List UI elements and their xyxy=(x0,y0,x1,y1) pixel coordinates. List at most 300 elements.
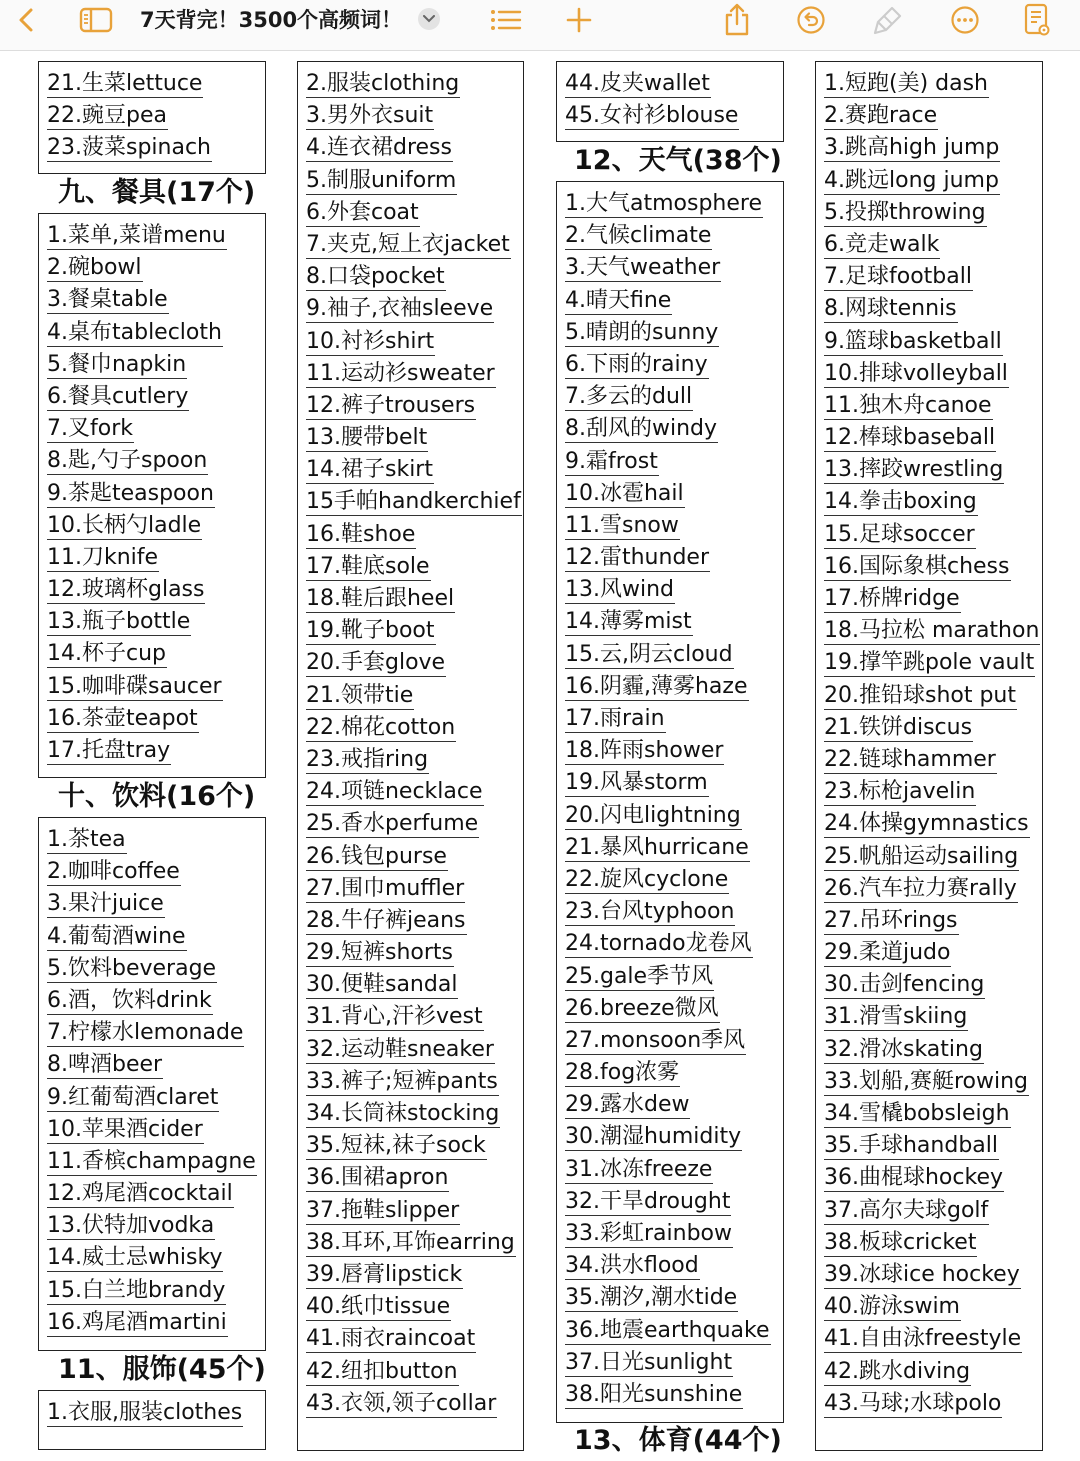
vocab-text: 30.便鞋sandal xyxy=(306,972,458,998)
vocab-item xyxy=(824,1227,1042,1259)
vocab-item xyxy=(824,1034,1042,1066)
vocab-item xyxy=(565,1154,783,1186)
sidebar-icon[interactable] xyxy=(76,0,116,40)
vocab-item xyxy=(47,220,265,252)
vocab-text: 17.雨rain xyxy=(565,706,665,731)
vocab-text: 13.腰带belt xyxy=(306,425,428,451)
vocab-text: 40.游泳swim xyxy=(824,1294,960,1320)
vocab-item xyxy=(565,100,783,132)
back-icon[interactable] xyxy=(10,0,42,40)
vocab-item xyxy=(47,606,265,638)
word-list xyxy=(565,68,783,132)
vocab-text: 30.潮湿humidity xyxy=(565,1124,742,1150)
vocab-item xyxy=(47,856,265,888)
vocab-text: 22.旋风cyclone xyxy=(565,866,729,892)
vocab-text: 37.高尔夫球golf xyxy=(824,1197,989,1223)
vocab-text: 5.餐巾napkin xyxy=(47,351,187,377)
section-heading-sports: 13、体育(44个) xyxy=(574,1425,782,1456)
vocab-item xyxy=(306,712,523,744)
vocab-text: 32.运动鞋sneaker xyxy=(306,1036,494,1062)
word-list xyxy=(824,68,1042,1420)
vocab-item xyxy=(47,132,265,164)
undo-icon[interactable] xyxy=(794,0,828,40)
vocab-text: 36.围裙apron xyxy=(306,1165,449,1191)
vocab-text: 34.洪水flood xyxy=(565,1253,699,1279)
vocab-text: 21.暴风hurricane xyxy=(565,834,749,860)
vocab-text: 18.阵雨shower xyxy=(565,738,724,764)
vocab-text: 35.短袜,袜子sock xyxy=(306,1133,486,1159)
vocab-text: 5.饮料beverage xyxy=(47,955,217,981)
vocab-item xyxy=(306,551,523,583)
vocab-text: 6.酒，饮料drink xyxy=(47,987,212,1013)
vocab-text: 22.棉花cotton xyxy=(306,714,456,740)
vocab-text: 26.breeze微风 xyxy=(565,995,719,1021)
plus-icon[interactable] xyxy=(562,0,596,40)
vocab-text: 5.制服uniform xyxy=(306,167,457,193)
word-list xyxy=(306,68,523,1420)
vocab-text: 31.冰冻freeze xyxy=(565,1156,713,1182)
vocab-item xyxy=(565,446,783,478)
vocab-item xyxy=(824,229,1042,261)
vocab-item xyxy=(47,381,265,413)
vocab-text: 33.划船,赛艇rowing xyxy=(824,1068,1029,1094)
vocab-text: 33.彩虹rainbow xyxy=(565,1221,732,1246)
vocab-text: 28.fog浓雾 xyxy=(565,1060,680,1086)
vocab-text: 16.国际象棋chess xyxy=(824,553,1010,579)
vocab-item xyxy=(47,1049,265,1081)
vocab-item xyxy=(824,1259,1042,1291)
vocab-text: 24.项链necklace xyxy=(306,779,483,805)
vocab-text: 3.餐桌table xyxy=(47,287,168,313)
vocab-text: 15.云,阴云cloud xyxy=(565,641,733,667)
vocab-item xyxy=(306,1388,523,1420)
vocab-text: 5.晴朗的sunny xyxy=(565,319,719,345)
vocab-text: 36.地震earthquake xyxy=(565,1317,770,1343)
vocab-item xyxy=(306,1323,523,1355)
vocab-item xyxy=(47,349,265,381)
vocab-item xyxy=(824,358,1042,390)
vocab-text: 1.短跑(美) dash xyxy=(824,71,989,96)
toolbar xyxy=(0,0,1080,51)
section-heading-drinks: 十、饮料(16个) xyxy=(58,781,256,812)
vocab-item xyxy=(306,68,523,100)
vocab-item xyxy=(306,1098,523,1130)
vocab-text: 43.马球;水球polo xyxy=(824,1390,1002,1416)
vocab-text: 39.唇膏lipstick xyxy=(306,1261,463,1287)
vocab-item xyxy=(824,1001,1042,1033)
vocab-item xyxy=(47,888,265,920)
vocab-text: 7.足球football xyxy=(824,264,972,290)
vocab-item xyxy=(824,132,1042,164)
vocab-item xyxy=(306,905,523,937)
vocab-text: 7.叉fork xyxy=(47,416,133,442)
vocab-text: 2.赛跑race xyxy=(824,103,938,129)
vocab-text: 27.吊环rings xyxy=(824,907,958,933)
vocab-item xyxy=(824,519,1042,551)
vocab-text: 31.滑雪skiing xyxy=(824,1004,968,1030)
vocab-item xyxy=(306,647,523,679)
word-list xyxy=(47,1397,265,1429)
vocab-text: 17.鞋底sole xyxy=(306,553,430,579)
share-icon[interactable] xyxy=(720,0,754,40)
vocab-item xyxy=(824,873,1042,905)
vocab-item xyxy=(565,1315,783,1347)
vocab-item xyxy=(824,1195,1042,1227)
vocab-item xyxy=(565,1379,783,1411)
vocab-item xyxy=(306,390,523,422)
vocab-text: 23.台风typhoon xyxy=(565,899,735,925)
vocab-text: 14.拳击boxing xyxy=(824,489,977,515)
section-heading-weather: 12、天气(38个) xyxy=(574,145,782,176)
vocab-item xyxy=(565,68,783,100)
vocab-text: 3.果汁juice xyxy=(47,891,164,917)
vocab-item xyxy=(565,1057,783,1089)
vocab-item xyxy=(565,832,783,864)
vocab-text: 1.茶tea xyxy=(47,827,126,852)
markup-icon[interactable] xyxy=(870,0,906,40)
vocab-item xyxy=(306,1034,523,1066)
vocab-item xyxy=(306,132,523,164)
vocab-item xyxy=(565,413,783,445)
vocab-text: 34.雪橇bobsleigh xyxy=(824,1101,1010,1126)
vocab-item xyxy=(47,317,265,349)
vocab-item xyxy=(47,953,265,985)
vocab-item xyxy=(47,413,265,445)
vocab-text: 10.长柄勺ladle xyxy=(47,512,202,538)
vocab-item xyxy=(565,317,783,349)
vocab-item xyxy=(306,326,523,358)
vocab-text: 25.香水perfume xyxy=(306,811,479,837)
vocab-item xyxy=(824,261,1042,293)
vocab-item xyxy=(824,1356,1042,1388)
vocab-text: 12.鸡尾酒cocktail xyxy=(47,1181,233,1207)
vocab-item xyxy=(824,1291,1042,1323)
vocab-item xyxy=(824,841,1042,873)
vocab-text: 22.链球hammer xyxy=(824,746,996,772)
vocab-item xyxy=(306,1291,523,1323)
vocab-item xyxy=(306,1162,523,1194)
vocab-item xyxy=(565,285,783,317)
document-title[interactable]: 7天背完！3500个高频词！ xyxy=(140,8,403,32)
vocab-text: 6.餐具cutlery xyxy=(47,383,189,409)
vocab-text: 9.袖子,衣袖sleeve xyxy=(306,296,494,322)
vocab-text: 29.露水dew xyxy=(565,1092,690,1118)
vocab-item xyxy=(824,1098,1042,1130)
vocab-text: 9.霜frost xyxy=(565,448,658,474)
vocab-item xyxy=(306,744,523,776)
vocab-item xyxy=(565,542,783,574)
vocab-text: 19.撑竿跳pole vault xyxy=(824,650,1035,676)
vocab-item xyxy=(47,824,265,856)
vocab-text: 10.冰雹hail xyxy=(565,480,684,506)
vocab-item xyxy=(306,1195,523,1227)
vocab-item xyxy=(47,921,265,953)
vocab-text: 38.阳光sunshine xyxy=(565,1381,743,1407)
vocab-text: 16.鞋shoe xyxy=(306,521,416,547)
word-box-sports xyxy=(815,61,1043,1451)
vocab-item xyxy=(47,1397,265,1429)
vocab-text: 14.杯子cup xyxy=(47,641,166,667)
vocab-text: 32.滑冰skating xyxy=(824,1036,983,1062)
vocab-item xyxy=(824,390,1042,422)
word-box-drinks xyxy=(38,817,266,1351)
vocab-item xyxy=(824,905,1042,937)
word-list xyxy=(565,188,783,1411)
vocab-item xyxy=(47,542,265,574)
vocab-item xyxy=(306,969,523,1001)
vocab-item xyxy=(306,229,523,261)
vocab-text: 24.tornado龙卷风 xyxy=(565,931,752,957)
vocab-item xyxy=(565,1218,783,1250)
vocab-text: 4.葡萄酒wine xyxy=(47,923,186,949)
chevron-down-icon[interactable] xyxy=(418,8,440,30)
vocab-text: 7.夹克,短上衣jacket xyxy=(306,231,510,257)
vocab-item xyxy=(47,1082,265,1114)
vocab-text: 18.马拉松 marathon xyxy=(824,618,1040,644)
vocab-item xyxy=(47,252,265,284)
vocab-item xyxy=(824,1323,1042,1355)
vocab-text: 30.击剑fencing xyxy=(824,972,985,998)
vocab-text: 45.女衬衫blouse xyxy=(565,103,739,129)
vocab-text: 13.摔跤wrestling xyxy=(824,457,1004,483)
vocab-text: 11.运动衫sweater xyxy=(306,360,495,386)
vocab-text: 35.手球handball xyxy=(824,1133,998,1159)
vocab-text: 6.外套coat xyxy=(306,199,419,225)
vocab-text: 14.威士忌whisky xyxy=(47,1245,223,1271)
vocab-item xyxy=(47,1210,265,1242)
vocab-text: 25.gale季节风 xyxy=(565,963,714,989)
vocab-item xyxy=(824,100,1042,132)
vocab-item xyxy=(565,671,783,703)
vocab-text: 11.独木舟canoe xyxy=(824,392,992,418)
vocab-text: 34.长筒袜stocking xyxy=(306,1101,500,1126)
vocab-item xyxy=(306,261,523,293)
vocab-item xyxy=(47,1307,265,1339)
vocab-item xyxy=(306,454,523,486)
vocab-item xyxy=(565,478,783,510)
vocab-item xyxy=(306,583,523,615)
vocab-text: 18.鞋后跟heel xyxy=(306,586,455,611)
vocab-text: 6.竞走walk xyxy=(824,231,940,257)
vocab-text: 3.天气weather xyxy=(565,255,721,281)
vocab-item xyxy=(565,1186,783,1218)
vocab-item xyxy=(306,1227,523,1259)
vocab-text: 1.菜单,菜谱menu xyxy=(47,223,226,248)
vocab-item xyxy=(824,454,1042,486)
vocab-item xyxy=(47,1178,265,1210)
vocab-item xyxy=(824,293,1042,325)
vocab-text: 25.帆船运动sailing xyxy=(824,843,1019,869)
vocab-text: 11.香槟champagne xyxy=(47,1148,256,1174)
vocab-item xyxy=(306,1130,523,1162)
vocab-text: 10.衬衫shirt xyxy=(306,328,435,354)
word-list xyxy=(47,220,265,767)
vocab-item xyxy=(824,1388,1042,1420)
vocab-item xyxy=(306,197,523,229)
vocab-text: 8.网球tennis xyxy=(824,296,957,322)
vocab-text: 23.菠菜spinach xyxy=(47,135,211,161)
vocab-text: 38.板球cricket xyxy=(824,1229,977,1255)
vocab-text: 5.投掷throwing xyxy=(824,199,986,225)
vocab-text: 8.刮风的windy xyxy=(565,416,718,442)
vocab-text: 14.薄雾mist xyxy=(565,609,692,635)
word-box-vegetables-end xyxy=(38,61,266,174)
vocab-item xyxy=(47,100,265,132)
vocab-item xyxy=(47,985,265,1017)
vocab-text: 9.茶匙teaspoon xyxy=(47,480,214,506)
note-icon[interactable] xyxy=(1020,0,1054,40)
vocab-text: 19.靴子boot xyxy=(306,618,435,644)
vocab-text: 4.桌布tablecloth xyxy=(47,319,222,345)
word-box-clothing xyxy=(297,61,524,1451)
vocab-item xyxy=(824,1130,1042,1162)
vocab-item xyxy=(306,1356,523,1388)
vocab-text: 7.多云的dull xyxy=(565,384,693,410)
vocab-item xyxy=(824,583,1042,615)
vocab-text: 20.闪电lightning xyxy=(565,802,741,828)
vocab-text: 13.瓶子bottle xyxy=(47,609,191,635)
vocab-text: 21.铁饼discus xyxy=(824,714,973,740)
vocab-item xyxy=(47,445,265,477)
word-list xyxy=(47,824,265,1339)
vocab-text: 37.拖鞋slipper xyxy=(306,1197,460,1223)
vocab-text: 3.跳高high jump xyxy=(824,135,1000,161)
vocab-text: 19.风暴storm xyxy=(565,770,708,796)
vocab-item xyxy=(565,703,783,735)
vocab-item xyxy=(824,486,1042,518)
vocab-item xyxy=(47,68,265,100)
word-list xyxy=(47,68,265,165)
vocab-item xyxy=(306,680,523,712)
vocab-text: 12.雷thunder xyxy=(565,545,709,571)
vocab-item xyxy=(565,639,783,671)
vocab-item xyxy=(824,422,1042,454)
vocab-text: 36.曲棍球hockey xyxy=(824,1165,1003,1191)
vocab-item xyxy=(306,808,523,840)
vocab-item xyxy=(306,937,523,969)
vocab-text: 21.生菜lettuce xyxy=(47,71,203,96)
vocab-text: 15手帕handkerchief xyxy=(306,489,521,515)
vocab-text: 26.汽车拉力赛rally xyxy=(824,875,1017,901)
vocab-item xyxy=(565,1025,783,1057)
vocab-item xyxy=(47,1242,265,1274)
vocab-text: 40.纸巾tissue xyxy=(306,1294,451,1320)
vocab-item xyxy=(306,486,523,518)
vocab-text: 8.啤酒beer xyxy=(47,1052,163,1078)
vocab-text: 20.推铅球shot put xyxy=(824,682,1017,708)
vocab-text: 26.钱包purse xyxy=(306,843,447,869)
vocab-item xyxy=(565,606,783,638)
vocab-item xyxy=(565,767,783,799)
vocab-item xyxy=(306,615,523,647)
vocab-text: 17.桥牌ridge xyxy=(824,586,960,611)
vocab-text: 1.衣服,服装clothes xyxy=(47,1400,243,1425)
vocab-text: 12.裤子trousers xyxy=(306,392,476,418)
vocab-item xyxy=(824,197,1042,229)
vocab-text: 29.柔道judo xyxy=(824,940,951,966)
vocab-item xyxy=(47,638,265,670)
vocab-item xyxy=(824,165,1042,197)
vocab-item xyxy=(306,841,523,873)
vocab-text: 20.手套glove xyxy=(306,650,446,676)
vocab-item xyxy=(565,381,783,413)
vocab-text: 2.碗bowl xyxy=(47,255,142,281)
more-icon[interactable] xyxy=(948,0,982,40)
vocab-item xyxy=(47,703,265,735)
vocab-text: 8.口袋pocket xyxy=(306,264,445,290)
vocab-text: 15.白兰地brandy xyxy=(47,1277,226,1303)
vocab-item xyxy=(306,165,523,197)
vocab-text: 6.下雨的rainy xyxy=(565,351,708,377)
vocab-text: 3.男外衣suit xyxy=(306,103,434,129)
vocab-text: 13.伏特加vodka xyxy=(47,1213,215,1239)
word-box-clothing-end xyxy=(556,61,784,142)
vocab-item xyxy=(47,1114,265,1146)
vocab-item xyxy=(824,937,1042,969)
vocab-text: 16.阴霾,薄雾haze xyxy=(565,673,748,699)
vocab-item xyxy=(565,220,783,252)
vocab-item xyxy=(565,574,783,606)
vocab-item xyxy=(824,969,1042,1001)
section-heading-clothing: 11、服饰(45个) xyxy=(58,1354,266,1385)
vocab-text: 21.领带tie xyxy=(306,682,414,708)
vocab-text: 39.冰球ice hockey xyxy=(824,1261,1020,1287)
vocab-item xyxy=(306,358,523,390)
vocab-item xyxy=(306,873,523,905)
vocab-item xyxy=(306,1001,523,1033)
vocab-item xyxy=(565,252,783,284)
vocab-text: 31.背心,汗衫vest xyxy=(306,1004,483,1030)
vocab-text: 42.跳水diving xyxy=(824,1358,971,1384)
list-icon[interactable] xyxy=(486,0,526,40)
vocab-item xyxy=(306,100,523,132)
vocab-text: 12.玻璃杯glass xyxy=(47,577,205,603)
vocab-text: 15.咖啡碟saucer xyxy=(47,673,222,699)
vocab-item xyxy=(824,1066,1042,1098)
vocab-text: 42.纽扣button xyxy=(306,1358,458,1384)
vocab-text: 32.干旱drought xyxy=(565,1188,731,1214)
vocab-text: 10.排球volleyball xyxy=(824,360,1008,386)
vocab-item xyxy=(47,284,265,316)
vocab-item xyxy=(47,671,265,703)
vocab-item xyxy=(565,993,783,1025)
vocab-text: 27.围巾muffler xyxy=(306,875,465,901)
vocab-text: 41.雨衣raincoat xyxy=(306,1326,476,1352)
vocab-item xyxy=(824,776,1042,808)
vocab-text: 11.刀knife xyxy=(47,544,159,570)
vocab-text: 7.柠檬水lemonade xyxy=(47,1020,244,1046)
vocab-item xyxy=(824,615,1042,647)
vocab-text: 38.耳环,耳饰earring xyxy=(306,1229,515,1255)
vocab-text: 9.红葡萄酒claret xyxy=(47,1084,219,1110)
vocab-item xyxy=(565,1250,783,1282)
vocab-item xyxy=(565,1347,783,1379)
vocab-item xyxy=(47,510,265,542)
vocab-item xyxy=(824,68,1042,100)
vocab-text: 13.风wind xyxy=(565,577,675,603)
vocab-text: 17.托盘tray xyxy=(47,738,171,763)
vocab-item xyxy=(565,1121,783,1153)
vocab-text: 23.标枪javelin xyxy=(824,779,976,805)
vocab-text: 41.自由泳freestyle xyxy=(824,1326,1022,1352)
vocab-item xyxy=(824,551,1042,583)
word-box-weather xyxy=(556,181,784,1423)
vocab-item xyxy=(47,574,265,606)
vocab-text: 4.连衣裙dress xyxy=(306,135,452,161)
vocab-item xyxy=(47,1146,265,1178)
vocab-text: 22.豌豆pea xyxy=(47,103,167,129)
vocab-item xyxy=(306,776,523,808)
